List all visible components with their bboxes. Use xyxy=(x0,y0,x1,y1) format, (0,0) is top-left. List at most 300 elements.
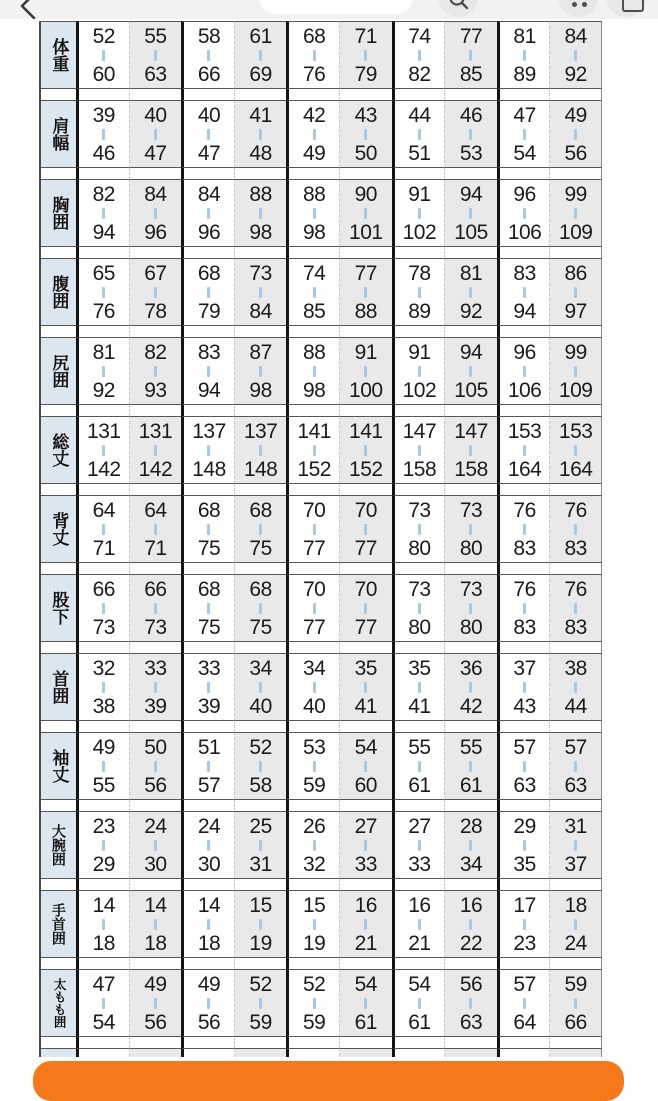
spacer-cell xyxy=(129,89,182,100)
range-cell xyxy=(181,100,234,168)
range-cell xyxy=(76,337,129,405)
range-dash-icon xyxy=(154,366,157,377)
spacer-cell xyxy=(234,721,287,732)
spacer-cell xyxy=(286,89,339,100)
range-cell xyxy=(234,258,287,326)
spacer-cell xyxy=(497,484,550,495)
range-from: 65 xyxy=(92,261,115,285)
range-to: 80 xyxy=(459,615,483,639)
range-from: 40 xyxy=(197,103,221,127)
range-dash-icon xyxy=(523,129,526,140)
range-from: 57 xyxy=(513,972,536,996)
range-dash-icon xyxy=(418,129,421,140)
spacer-cell xyxy=(286,563,339,574)
range-dash-icon xyxy=(259,129,262,140)
range-from: 17 xyxy=(513,893,536,917)
back-icon[interactable] xyxy=(16,0,40,19)
range-from: 55 xyxy=(408,735,431,759)
range-from: 76 xyxy=(564,498,587,522)
range-cell xyxy=(444,969,497,1037)
range-from: 52 xyxy=(249,972,272,996)
spacer-cell xyxy=(76,484,129,495)
range-to: 63 xyxy=(459,1010,483,1034)
range-dash-icon xyxy=(469,524,472,535)
range-cell xyxy=(497,416,550,484)
range-dash-icon xyxy=(469,603,472,614)
bottom-action-button[interactable] xyxy=(33,1061,624,1101)
range-cell xyxy=(234,811,287,879)
spacer-cell xyxy=(129,1048,182,1057)
spacer-cell xyxy=(129,879,182,890)
range-cell xyxy=(497,653,550,721)
range-cell xyxy=(339,179,392,247)
range-dash-icon xyxy=(313,208,316,219)
range-to: 63 xyxy=(513,773,536,797)
range-cell xyxy=(339,21,392,89)
spacer-cell xyxy=(181,721,234,732)
spacer-cell xyxy=(444,168,497,179)
range-dash-icon xyxy=(207,603,210,614)
table-row xyxy=(39,337,602,405)
spacer-cell xyxy=(392,168,445,179)
range-to: 39 xyxy=(197,694,221,718)
range-from: 49 xyxy=(92,735,115,759)
range-dash-icon xyxy=(259,366,262,377)
range-dash-icon xyxy=(154,50,157,61)
range-cell xyxy=(234,574,287,642)
range-to: 89 xyxy=(408,299,431,323)
range-cell xyxy=(286,890,339,958)
spacer-cell xyxy=(76,89,129,100)
range-cell xyxy=(549,890,602,958)
range-cell xyxy=(286,21,339,89)
spacer-cell xyxy=(444,1037,497,1048)
spacer-cell xyxy=(181,642,234,653)
row-label-cell xyxy=(39,721,76,732)
range-to: 56 xyxy=(197,1010,221,1034)
spacer-cell xyxy=(286,879,339,890)
toolbar-pill[interactable] xyxy=(260,0,412,14)
spacer-cell xyxy=(181,879,234,890)
range-cell xyxy=(549,258,602,326)
range-cell xyxy=(129,495,182,563)
range-cell xyxy=(549,574,602,642)
range-to: 47 xyxy=(144,141,167,165)
spacer-cell xyxy=(129,326,182,337)
range-dash-icon xyxy=(102,50,105,61)
range-from: 54 xyxy=(354,735,377,759)
range-cell xyxy=(392,416,445,484)
spacer-cell xyxy=(392,484,445,495)
range-cell xyxy=(286,574,339,642)
range-to: 61 xyxy=(459,773,483,797)
range-cell xyxy=(497,495,550,563)
range-from: 52 xyxy=(92,24,115,48)
range-from: 76 xyxy=(513,577,536,601)
range-from: 38 xyxy=(564,656,587,680)
range-dash-icon xyxy=(154,682,157,693)
range-to: 32 xyxy=(303,852,326,876)
range-to: 35 xyxy=(513,852,536,876)
range-cell xyxy=(129,258,182,326)
range-dash-icon xyxy=(207,682,210,693)
range-from: 91 xyxy=(354,340,377,364)
range-dash-icon xyxy=(102,287,105,298)
range-from: 50 xyxy=(144,735,167,759)
range-dash-icon xyxy=(207,840,210,851)
range-cell xyxy=(129,890,182,958)
range-to: 50 xyxy=(354,141,377,165)
range-to: 88 xyxy=(354,299,377,323)
spacer-cell xyxy=(444,958,497,969)
range-dash-icon xyxy=(523,366,526,377)
range-to: 51 xyxy=(408,141,431,165)
spacer-cell xyxy=(181,247,234,258)
range-cell xyxy=(339,100,392,168)
range-from: 88 xyxy=(303,182,326,206)
spacer-cell xyxy=(339,326,392,337)
range-to: 18 xyxy=(144,931,167,955)
range-dash-icon xyxy=(469,840,472,851)
range-to: 142 xyxy=(138,457,173,481)
range-cell xyxy=(392,337,445,405)
range-to: 71 xyxy=(92,536,115,560)
spacer-cell xyxy=(549,800,602,811)
spacer-cell xyxy=(339,958,392,969)
range-dash-icon xyxy=(523,682,526,693)
range-dash-icon xyxy=(102,208,105,219)
spacer-cell xyxy=(181,484,234,495)
range-from: 70 xyxy=(354,498,377,522)
spacer-cell xyxy=(286,247,339,258)
spacer-cell xyxy=(76,1048,129,1057)
range-dash-icon xyxy=(207,524,210,535)
range-from: 82 xyxy=(92,182,115,206)
range-dash-icon xyxy=(418,998,421,1009)
range-to: 37 xyxy=(564,852,587,876)
range-to: 98 xyxy=(303,220,326,244)
range-dash-icon xyxy=(364,919,367,930)
spacer-cell xyxy=(129,642,182,653)
range-dash-icon xyxy=(523,603,526,614)
range-dash-icon xyxy=(364,603,367,614)
range-from: 47 xyxy=(513,103,536,127)
range-cell xyxy=(129,732,182,800)
spacer-cell xyxy=(286,958,339,969)
spacer-cell xyxy=(76,879,129,890)
range-from: 81 xyxy=(459,261,483,285)
spacer-cell xyxy=(392,247,445,258)
spacer-cell xyxy=(339,563,392,574)
range-to: 100 xyxy=(349,378,383,402)
row-label: 体重 xyxy=(49,38,69,72)
range-to: 92 xyxy=(459,299,483,323)
spacer-cell xyxy=(286,721,339,732)
range-from: 34 xyxy=(249,656,272,680)
range-to: 77 xyxy=(354,536,377,560)
range-cell xyxy=(129,574,182,642)
range-cell xyxy=(234,337,287,405)
range-from: 68 xyxy=(197,498,221,522)
spacer-cell xyxy=(76,326,129,337)
range-from: 70 xyxy=(303,498,326,522)
range-cell xyxy=(392,21,445,89)
range-cell xyxy=(339,890,392,958)
range-from: 73 xyxy=(459,577,483,601)
spacer-cell xyxy=(549,405,602,416)
range-cell xyxy=(392,495,445,563)
range-cell xyxy=(444,574,497,642)
range-dash-icon xyxy=(313,50,316,61)
range-to: 71 xyxy=(144,536,167,560)
spacer-cell xyxy=(234,642,287,653)
range-to: 61 xyxy=(408,773,431,797)
range-from: 88 xyxy=(303,340,326,364)
range-from: 31 xyxy=(564,814,587,838)
range-from: 91 xyxy=(408,182,431,206)
range-cell xyxy=(286,811,339,879)
range-dash-icon xyxy=(207,761,210,772)
spacer-cell xyxy=(286,405,339,416)
range-from: 68 xyxy=(303,24,326,48)
spacer-cell xyxy=(234,1037,287,1048)
range-cell xyxy=(549,732,602,800)
range-cell xyxy=(444,890,497,958)
range-to: 105 xyxy=(454,220,488,244)
range-to: 152 xyxy=(297,457,331,481)
range-dash-icon xyxy=(523,998,526,1009)
range-cell xyxy=(234,100,287,168)
spacer-cell xyxy=(339,247,392,258)
range-cell xyxy=(129,21,182,89)
table-row xyxy=(39,574,602,642)
spacer-cell xyxy=(286,168,339,179)
range-cell xyxy=(444,495,497,563)
range-dash-icon xyxy=(418,287,421,298)
range-from: 64 xyxy=(92,498,115,522)
spacer-cell xyxy=(392,721,445,732)
range-cell xyxy=(234,495,287,563)
range-dash-icon xyxy=(574,208,577,219)
range-cell xyxy=(129,811,182,879)
spacer-cell xyxy=(497,326,550,337)
range-dash-icon xyxy=(313,603,316,614)
row-label: 手首囲 xyxy=(50,903,67,945)
range-cell xyxy=(286,416,339,484)
range-from: 88 xyxy=(249,182,272,206)
spacer-cell xyxy=(497,800,550,811)
range-from: 40 xyxy=(144,103,167,127)
spacer-cell xyxy=(181,1037,234,1048)
range-dash-icon xyxy=(364,50,367,61)
spacer-cell xyxy=(181,1048,234,1057)
range-dash-icon xyxy=(574,919,577,930)
range-dash-icon xyxy=(364,366,367,377)
range-to: 93 xyxy=(144,378,167,402)
range-dash-icon xyxy=(259,761,262,772)
range-from: 67 xyxy=(144,261,167,285)
range-to: 61 xyxy=(354,1010,377,1034)
spacer-cell xyxy=(392,879,445,890)
range-to: 79 xyxy=(197,299,221,323)
range-from: 81 xyxy=(92,340,115,364)
range-dash-icon xyxy=(523,445,526,456)
range-cell xyxy=(339,495,392,563)
range-to: 102 xyxy=(402,378,437,402)
more-dots-icon xyxy=(582,2,587,7)
range-to: 61 xyxy=(408,1010,431,1034)
range-dash-icon xyxy=(469,761,472,772)
range-cell xyxy=(444,258,497,326)
table-row-spacer xyxy=(39,1048,602,1057)
spacer-cell xyxy=(181,405,234,416)
table-row-spacer xyxy=(39,484,602,495)
range-dash-icon xyxy=(469,682,472,693)
range-from: 77 xyxy=(459,24,483,48)
range-to: 59 xyxy=(249,1010,272,1034)
spacer-cell xyxy=(76,247,129,258)
range-dash-icon xyxy=(418,919,421,930)
spacer-cell xyxy=(76,800,129,811)
range-cell xyxy=(181,416,234,484)
range-from: 73 xyxy=(408,577,431,601)
table-row-spacer xyxy=(39,563,602,574)
range-from: 141 xyxy=(297,419,331,443)
range-cell xyxy=(392,258,445,326)
range-to: 60 xyxy=(354,773,377,797)
range-dash-icon xyxy=(469,287,472,298)
range-dash-icon xyxy=(313,840,316,851)
range-dash-icon xyxy=(259,50,262,61)
range-to: 77 xyxy=(303,536,326,560)
range-cell xyxy=(549,100,602,168)
range-dash-icon xyxy=(154,998,157,1009)
spacer-cell xyxy=(129,405,182,416)
range-cell xyxy=(549,495,602,563)
table-row-spacer xyxy=(39,89,602,100)
range-cell xyxy=(444,732,497,800)
spacer-cell xyxy=(234,800,287,811)
row-label-cell xyxy=(39,563,76,574)
range-dash-icon xyxy=(469,919,472,930)
range-cell xyxy=(497,732,550,800)
range-cell xyxy=(181,258,234,326)
range-dash-icon xyxy=(102,603,105,614)
range-from: 141 xyxy=(349,419,383,443)
range-to: 85 xyxy=(459,62,483,86)
spacer-cell xyxy=(549,721,602,732)
range-to: 158 xyxy=(402,457,437,481)
range-dash-icon xyxy=(207,366,210,377)
range-to: 22 xyxy=(459,931,483,955)
range-to: 40 xyxy=(249,694,272,718)
range-to: 60 xyxy=(92,62,115,86)
spacer-cell xyxy=(339,405,392,416)
range-dash-icon xyxy=(364,287,367,298)
spacer-cell xyxy=(129,1037,182,1048)
range-from: 14 xyxy=(197,893,221,917)
range-cell xyxy=(392,890,445,958)
range-cell xyxy=(444,337,497,405)
spacer-cell xyxy=(129,563,182,574)
more-button[interactable] xyxy=(558,0,598,17)
spacer-cell xyxy=(339,721,392,732)
row-label-cell xyxy=(39,416,76,484)
row-label-cell xyxy=(39,732,76,800)
range-dash-icon xyxy=(418,603,421,614)
range-from: 59 xyxy=(564,972,587,996)
range-from: 25 xyxy=(249,814,272,838)
row-label-cell xyxy=(39,337,76,405)
range-cell xyxy=(129,179,182,247)
range-from: 42 xyxy=(303,103,326,127)
range-from: 49 xyxy=(564,103,587,127)
range-to: 94 xyxy=(513,299,536,323)
range-to: 57 xyxy=(197,773,221,797)
row-label: 尻囲 xyxy=(49,354,69,388)
range-cell xyxy=(234,890,287,958)
range-dash-icon xyxy=(207,998,210,1009)
range-from: 37 xyxy=(513,656,536,680)
range-dash-icon xyxy=(207,287,210,298)
range-cell xyxy=(549,337,602,405)
spacer-cell xyxy=(444,405,497,416)
range-dash-icon xyxy=(102,129,105,140)
range-dash-icon xyxy=(574,287,577,298)
range-to: 41 xyxy=(408,694,431,718)
search-icon[interactable] xyxy=(447,0,471,14)
spacer-cell xyxy=(76,168,129,179)
spacer-cell xyxy=(286,326,339,337)
range-dash-icon xyxy=(207,208,210,219)
row-label-cell xyxy=(39,326,76,337)
range-to: 54 xyxy=(92,1010,115,1034)
row-label: 胸囲 xyxy=(49,196,69,230)
table-row-spacer xyxy=(39,247,602,258)
spacer-cell xyxy=(549,1048,602,1057)
spacer-cell xyxy=(339,484,392,495)
range-dash-icon xyxy=(418,366,421,377)
range-cell xyxy=(286,100,339,168)
range-to: 84 xyxy=(249,299,272,323)
range-from: 46 xyxy=(459,103,483,127)
range-to: 85 xyxy=(303,299,326,323)
range-to: 106 xyxy=(507,378,542,402)
spacer-cell xyxy=(444,563,497,574)
table-row-spacer xyxy=(39,958,602,969)
range-cell xyxy=(497,179,550,247)
range-from: 84 xyxy=(197,182,221,206)
range-dash-icon xyxy=(574,524,577,535)
spacer-cell xyxy=(76,958,129,969)
row-label-cell xyxy=(39,969,76,1037)
range-dash-icon xyxy=(313,287,316,298)
range-from: 49 xyxy=(197,972,221,996)
range-to: 89 xyxy=(513,62,536,86)
range-cell xyxy=(392,100,445,168)
spacer-cell xyxy=(234,484,287,495)
range-to: 66 xyxy=(197,62,221,86)
range-dash-icon xyxy=(469,50,472,61)
range-cell xyxy=(497,100,550,168)
range-to: 33 xyxy=(408,852,431,876)
range-from: 44 xyxy=(408,103,431,127)
range-cell xyxy=(339,416,392,484)
range-to: 80 xyxy=(408,536,431,560)
range-to: 76 xyxy=(303,62,326,86)
spacer-cell xyxy=(181,326,234,337)
range-from: 39 xyxy=(92,103,115,127)
